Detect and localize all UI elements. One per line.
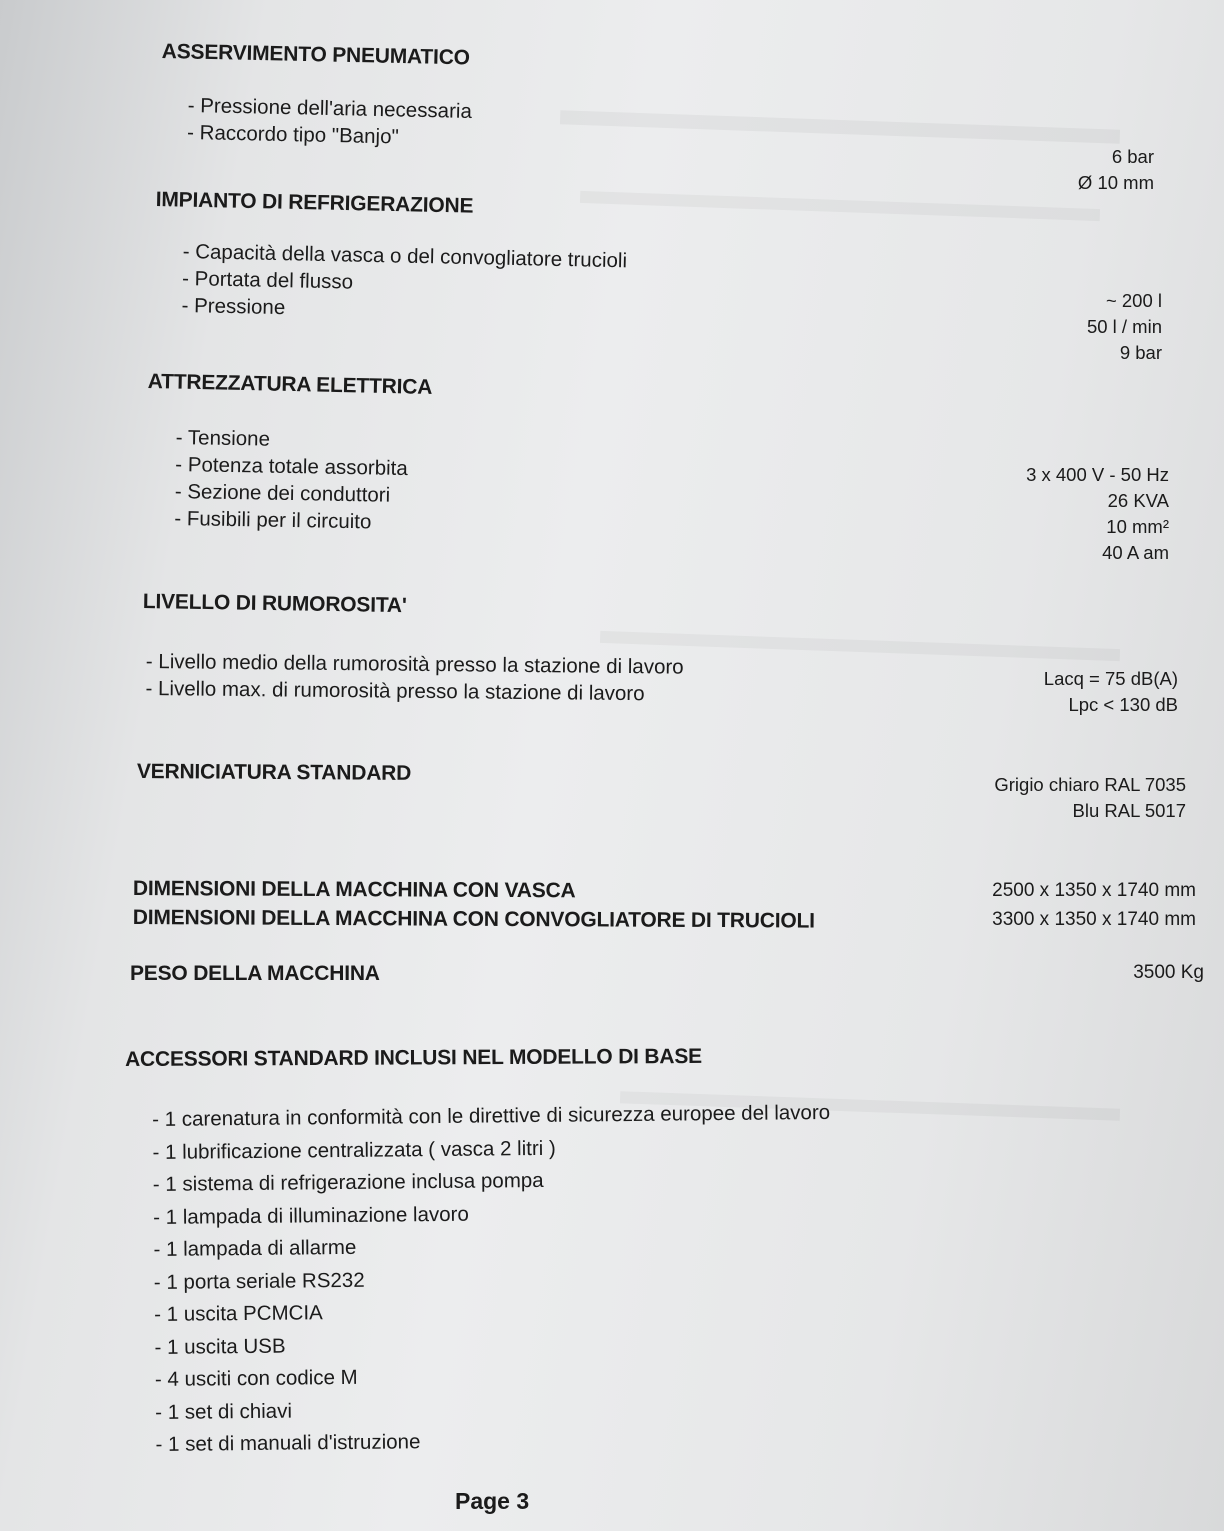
list-item: - 1 set di chiavi [155,1399,293,1424]
list-item: - Pressione [181,293,286,320]
value-text: Ø 10 mm [1077,172,1154,193]
electrical-items [174,424,408,536]
value-text: Lpc < 130 dB [1068,694,1178,715]
value-text: 26 KVA [1107,490,1169,511]
list-item: - Capacità della vasca o del convogliatore trucioli [182,239,628,273]
pneumatic-items [187,92,472,152]
section-pneumatic [161,40,470,70]
value-text: 50 l / min [1086,316,1162,337]
section-heading: IMPIANTO DI REFRIGERAZIONE [155,188,474,218]
list-item: - 1 sistema di refrigerazione inclusa pompa [152,1168,544,1196]
section-heading: ATTREZZATURA ELETTRICA [147,370,433,399]
bleed-through-texture [560,110,1120,144]
refrigeration-items [181,238,627,328]
value-text: Blu RAL 5017 [1072,800,1186,821]
value-text: 2500 x 1350 x 1740 mm [992,880,1196,901]
page-number: Page 3 [455,1488,530,1514]
electrical-values [1026,462,1169,566]
list-item: - Raccordo tipo "Banjo" [186,120,400,149]
value-text: 40 A am [1102,542,1169,563]
dimensions-values [992,876,1196,934]
section-heading: ACCESSORI STANDARD INCLUSI NEL MODELLO DI BASE [125,1044,703,1071]
section-heading: DIMENSIONI DELLA MACCHINA CON CONVOGLIATORE DI TRUCIOLI [132,905,815,933]
list-item: - 1 lampada di allarme [153,1235,357,1261]
pneumatic-values [1078,144,1154,196]
list-item: - 1 lubrificazione centralizzata ( vasca 2 litri ) [152,1136,556,1164]
refrigeration-values [1087,288,1162,366]
section-paint [137,760,411,786]
list-item: - 1 uscita PCMCIA [154,1301,323,1326]
bleed-through-texture [580,191,1100,221]
section-heading: ASSERVIMENTO PNEUMATICO [161,40,471,70]
list-item: - 1 uscita USB [154,1334,286,1359]
section-heading: DIMENSIONI DELLA MACCHINA CON VASCA [132,876,576,903]
value-text: 3 x 400 V - 50 Hz [1026,464,1169,485]
list-item: - 4 usciti con codice M [154,1365,358,1391]
section-heading: PESO DELLA MACCHINA [130,962,380,985]
list-item: - Portata del flusso [181,266,354,294]
section-dimensions [133,874,815,936]
section-heading: LIVELLO DI RUMOROSITA' [142,590,407,618]
value-text: 6 bar [1111,146,1154,167]
section-accessories [125,1045,702,1072]
list-item: - 1 porta seriale RS232 [153,1268,365,1294]
list-item: - Sezione dei conduttori [174,479,391,507]
section-noise [143,590,407,618]
section-weight [130,962,380,986]
list-item: - Tensione [175,425,271,451]
list-item: - Fusibili per il circuito [174,506,372,534]
list-item: - Pressione dell'aria necessaria [187,93,473,123]
value-text: ~ 200 l [1105,290,1162,311]
weight-values [1133,960,1204,986]
noise-items [145,648,683,708]
accessories-items [152,1097,834,1462]
value-text: 9 bar [1119,342,1162,363]
list-item: - 1 carenatura in conformità con le direttive di sicurezza europee del lavoro [152,1100,831,1131]
value-text: 10 mm² [1106,516,1169,537]
list-item: - Livello medio della rumorosità presso la stazione di lavoro [145,649,684,679]
section-refrigeration [155,188,473,219]
list-item: - 1 lampada di illuminazione lavoro [153,1202,469,1229]
paint-values [994,772,1186,824]
list-item: - Livello max. di rumorosità presso la stazione di lavoro [145,676,645,706]
section-heading: VERNICIATURA STANDARD [136,760,412,785]
list-item: - 1 set di manuali d'istruzione [155,1430,421,1456]
value-text: 3300 x 1350 x 1740 mm [992,909,1196,930]
value-text: Lacq = 75 dB(A) [1043,668,1178,689]
value-text: 3500 Kg [1133,962,1204,983]
value-text: Grigio chiaro RAL 7035 [994,774,1186,795]
noise-values [1044,666,1178,718]
section-electrical [147,370,432,400]
list-item: - Potenza totale assorbita [175,452,408,481]
